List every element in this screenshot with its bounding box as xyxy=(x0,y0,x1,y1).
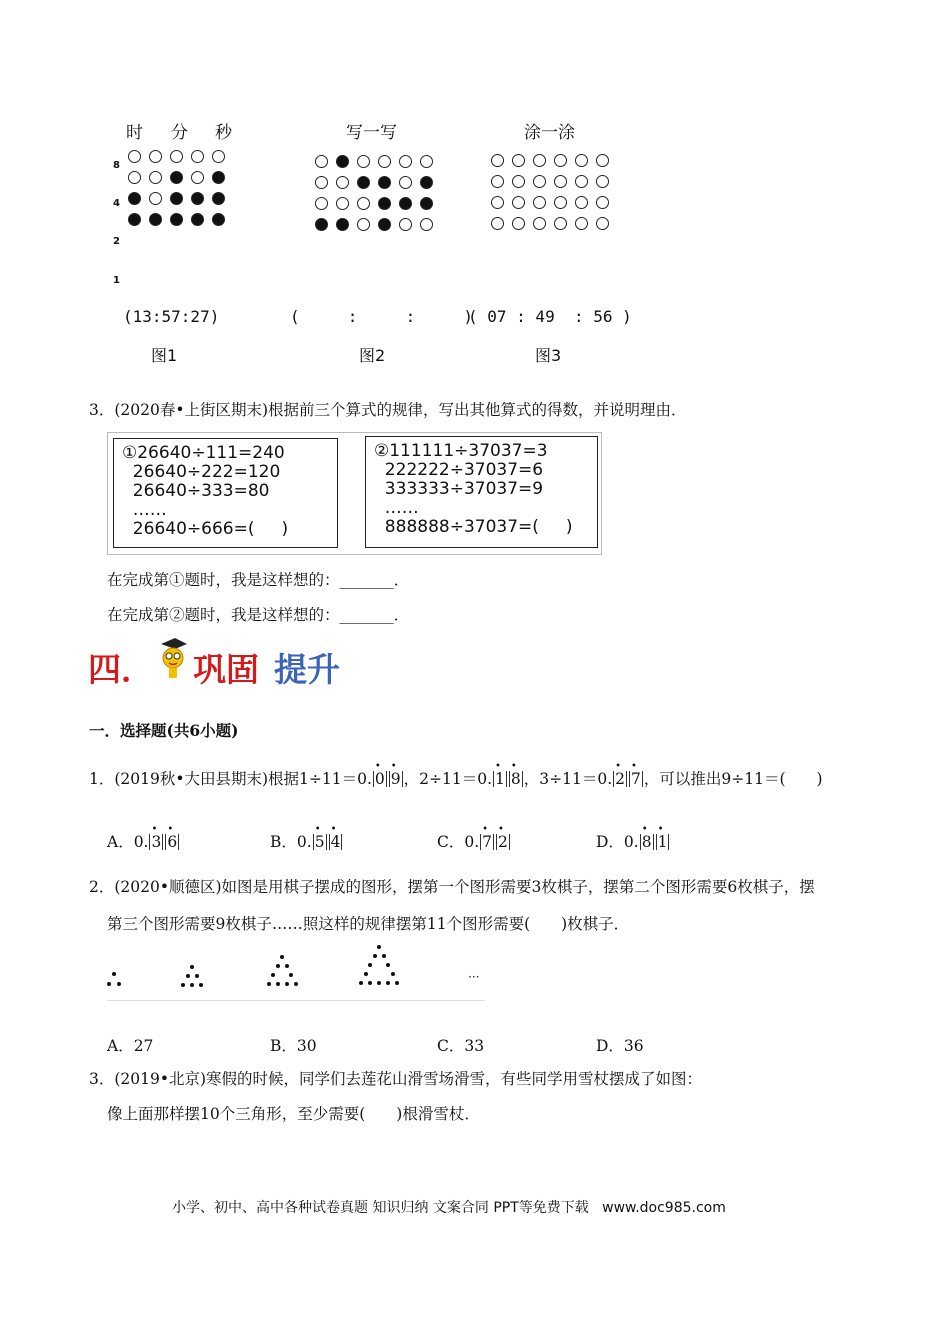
empty-dot xyxy=(128,171,141,184)
label-hour: 时 xyxy=(126,123,143,143)
filled-dot xyxy=(170,171,183,184)
empty-dot xyxy=(596,154,609,167)
question-2-line-2: 第三个图形需要9枚棋子……照这样的规律摆第11个图形需要( )枚棋子． xyxy=(107,915,630,933)
chess-piece-dot xyxy=(190,965,194,969)
empty-dot xyxy=(399,155,412,168)
y-label-8: 8 xyxy=(113,160,120,171)
q1-option-c[interactable] xyxy=(437,830,511,852)
formula-1-line: ①26640÷111=240 xyxy=(122,443,285,463)
q2-option-a[interactable]: A．27 xyxy=(107,1037,154,1055)
empty-dot xyxy=(512,196,525,209)
filled-dot xyxy=(336,218,349,231)
scholar-mascot-icon xyxy=(157,634,189,682)
formula-1-line: …… xyxy=(122,500,167,520)
time-figure-3: ( 07 : 49 : 56 ) xyxy=(468,307,632,326)
chess-piece-dot xyxy=(195,974,199,978)
chess-piece-dot xyxy=(186,974,190,978)
label-paint: 涂一涂 xyxy=(524,123,575,143)
formula-1-line: 26640÷333=80 xyxy=(122,481,270,501)
filled-dot xyxy=(378,218,391,231)
q1-mid1: ，2÷11＝0. xyxy=(403,770,493,788)
filled-dot xyxy=(420,176,433,189)
empty-dot xyxy=(554,175,567,188)
empty-dot xyxy=(378,155,391,168)
chess-piece-dot xyxy=(289,973,293,977)
option-letter: D．0. xyxy=(596,833,639,851)
empty-dot xyxy=(357,218,370,231)
repeat-digit: • 0 xyxy=(373,771,387,787)
formula-1-line: 26640÷666=( ) xyxy=(122,519,289,539)
empty-dot xyxy=(533,175,546,188)
chess-piece-dot xyxy=(377,981,381,985)
q1-prefix: 1．(2019秋•大田县期末)根据1÷11＝0. xyxy=(89,770,372,788)
filled-dot xyxy=(170,192,183,205)
figure-1-dots xyxy=(128,150,233,234)
filled-dot xyxy=(420,197,433,210)
empty-dot xyxy=(336,197,349,210)
empty-dot xyxy=(575,217,588,230)
repeat-digit: • 4 xyxy=(329,834,343,850)
empty-dot xyxy=(575,196,588,209)
chess-piece-dot xyxy=(386,963,390,967)
q1-option-b[interactable] xyxy=(270,830,343,852)
caption-figure-1: 图1 xyxy=(151,346,178,365)
empty-dot xyxy=(191,171,204,184)
filled-dot xyxy=(399,197,412,210)
formula-1-line: 26640÷222=120 xyxy=(122,462,281,482)
chess-piece-dot xyxy=(294,982,298,986)
q2-option-c[interactable]: C．33 xyxy=(437,1037,485,1055)
filled-dot xyxy=(378,197,391,210)
repeat-digit: • 6 xyxy=(165,834,179,850)
option-letter: B．0. xyxy=(270,833,312,851)
repeat-digit: • 8 xyxy=(640,834,654,850)
formula-box-2 xyxy=(365,436,598,548)
chess-piece-dot xyxy=(190,983,194,987)
empty-dot xyxy=(512,217,525,230)
empty-dot xyxy=(315,197,328,210)
empty-dot xyxy=(533,196,546,209)
empty-dot xyxy=(420,218,433,231)
empty-dot xyxy=(512,154,525,167)
chess-piece-dot xyxy=(364,972,368,976)
question-2-line-1: 2．(2020•顺德区)如图是用棋子摆成的图形，摆第一个图形需要3枚棋子，摆第二个图形需要6枚棋子，摆 xyxy=(89,878,815,896)
empty-dot xyxy=(512,175,525,188)
chess-piece-dot xyxy=(285,982,289,986)
formula-2-line: 333333÷37037=9 xyxy=(374,479,544,499)
empty-dot xyxy=(554,154,567,167)
filled-dot xyxy=(128,213,141,226)
choice-heading: 一．选择题(共6小题) xyxy=(89,721,239,740)
label-minute: 分 xyxy=(171,123,188,143)
chess-piece-dot xyxy=(199,983,203,987)
filled-dot xyxy=(170,213,183,226)
empty-dot xyxy=(491,175,504,188)
figure-3-dots xyxy=(491,154,617,238)
empty-dot xyxy=(575,154,588,167)
empty-dot xyxy=(491,196,504,209)
q1-option-a[interactable] xyxy=(107,830,180,852)
chess-piece-dot xyxy=(276,964,280,968)
chess-pattern-figure xyxy=(107,950,485,1001)
q2-option-d[interactable]: D．36 xyxy=(596,1037,644,1055)
chess-piece-dot xyxy=(368,981,372,985)
filled-dot xyxy=(357,176,370,189)
formula-2-line: …… xyxy=(374,498,419,518)
chess-piece-dot xyxy=(112,972,116,976)
label-write: 写一写 xyxy=(346,123,397,143)
empty-dot xyxy=(357,155,370,168)
empty-dot xyxy=(149,192,162,205)
empty-dot xyxy=(533,217,546,230)
y-label-2: 2 xyxy=(113,236,120,247)
empty-dot xyxy=(149,171,162,184)
chess-piece-dot xyxy=(271,973,275,977)
chess-piece-dot xyxy=(395,981,399,985)
empty-dot xyxy=(399,218,412,231)
formula-2-line: 888888÷37037=( ) xyxy=(374,517,573,537)
repeat-digit: • 3 xyxy=(149,834,163,850)
time-figure-1: (13:57:27) xyxy=(123,307,220,326)
section-title-b: 提升 xyxy=(274,650,340,689)
filled-dot xyxy=(212,192,225,205)
repeat-digit: • 2 xyxy=(496,834,510,850)
section-title-a: 巩固 xyxy=(193,650,259,689)
repeat-digit: • 7 xyxy=(480,834,494,850)
question-3b-line-2: 像上面那样摆10个三角形，至少需要( )根滑雪杖． xyxy=(107,1105,480,1123)
formula-2-line: 222222÷37037=6 xyxy=(374,460,544,480)
answer-line-1: 在完成第①题时，我是这样想的：_______． xyxy=(107,571,410,589)
empty-dot xyxy=(554,196,567,209)
repeat-digit: • 1 xyxy=(656,834,670,850)
chess-piece-dot xyxy=(276,982,280,986)
filled-dot xyxy=(191,192,204,205)
chess-piece-dot xyxy=(267,982,271,986)
chess-piece-dot xyxy=(391,972,395,976)
chess-piece-dot xyxy=(386,981,390,985)
q1-suffix: ，可以推出9÷11＝( ) xyxy=(643,770,823,788)
empty-dot xyxy=(315,155,328,168)
answer-line-2: 在完成第②题时，我是这样想的：_______． xyxy=(107,606,410,624)
chess-piece-dot xyxy=(377,945,381,949)
filled-dot xyxy=(378,176,391,189)
repeat-digit: • 5 xyxy=(313,834,327,850)
pattern-ellipsis: ··· xyxy=(468,970,480,984)
empty-dot xyxy=(357,197,370,210)
filled-dot xyxy=(315,218,328,231)
filled-dot xyxy=(212,213,225,226)
empty-dot xyxy=(491,154,504,167)
page-footer: 小学、初中、高中各种试卷真题 知识归纳 文案合同 PPT等免费下载 www.doc985.com xyxy=(172,1200,726,1216)
time-figure-2: ( : : ) xyxy=(290,307,474,326)
chess-piece-dot xyxy=(280,955,284,959)
formula-box-1 xyxy=(113,438,338,548)
chess-piece-dot xyxy=(382,954,386,958)
chess-piece-dot xyxy=(373,954,377,958)
empty-dot xyxy=(420,155,433,168)
option-letter: C．0. xyxy=(437,833,480,851)
formula-2-line: ②111111÷37037=3 xyxy=(374,441,548,461)
empty-dot xyxy=(149,150,162,163)
empty-dot xyxy=(596,175,609,188)
chess-piece-dot xyxy=(117,982,121,986)
repeat-digit: • 7 xyxy=(629,771,643,787)
repeat-digit: • 8 xyxy=(509,771,523,787)
section-number: 四． xyxy=(88,650,154,689)
empty-dot xyxy=(554,217,567,230)
figure-2-dots xyxy=(315,155,441,239)
y-label-4: 4 xyxy=(113,198,120,209)
chess-piece-dot xyxy=(181,983,185,987)
empty-dot xyxy=(533,154,546,167)
q1-mid2: ，3÷11＝0. xyxy=(523,770,613,788)
empty-dot xyxy=(315,176,328,189)
repeat-digit: • 9 xyxy=(389,771,403,787)
empty-dot xyxy=(191,150,204,163)
empty-dot xyxy=(336,176,349,189)
chess-piece-dot xyxy=(359,981,363,985)
filled-dot xyxy=(212,171,225,184)
empty-dot xyxy=(491,217,504,230)
chess-piece-dot xyxy=(107,982,111,986)
empty-dot xyxy=(128,150,141,163)
repeat-digit: • 2 xyxy=(613,771,627,787)
option-letter: A．0. xyxy=(107,833,149,851)
caption-figure-2: 图2 xyxy=(359,346,386,365)
caption-figure-3: 图3 xyxy=(535,346,562,365)
chess-piece-dot xyxy=(285,964,289,968)
filled-dot xyxy=(128,192,141,205)
filled-dot xyxy=(191,213,204,226)
empty-dot xyxy=(170,150,183,163)
q2-option-b[interactable]: B．30 xyxy=(270,1037,317,1055)
filled-dot xyxy=(336,155,349,168)
label-second: 秒 xyxy=(215,123,232,143)
filled-dot xyxy=(149,213,162,226)
empty-dot xyxy=(596,196,609,209)
empty-dot xyxy=(575,175,588,188)
empty-dot xyxy=(212,150,225,163)
question-3b-line-1: 3．(2019•北京)寒假的时候，同学们去莲花山滑雪场滑雪，有些同学用雪杖摆成了如图： xyxy=(89,1070,703,1088)
y-label-1: 1 xyxy=(113,275,120,286)
repeat-digit: • 1 xyxy=(493,771,507,787)
chess-piece-dot xyxy=(368,963,372,967)
empty-dot xyxy=(596,217,609,230)
question-1-text xyxy=(89,770,823,789)
question-3-text: 3．(2020春•上街区期末)根据前三个算式的规律，写出其他算式的得数，并说明理由． xyxy=(89,401,687,419)
empty-dot xyxy=(399,176,412,189)
q1-option-d[interactable] xyxy=(596,830,670,852)
